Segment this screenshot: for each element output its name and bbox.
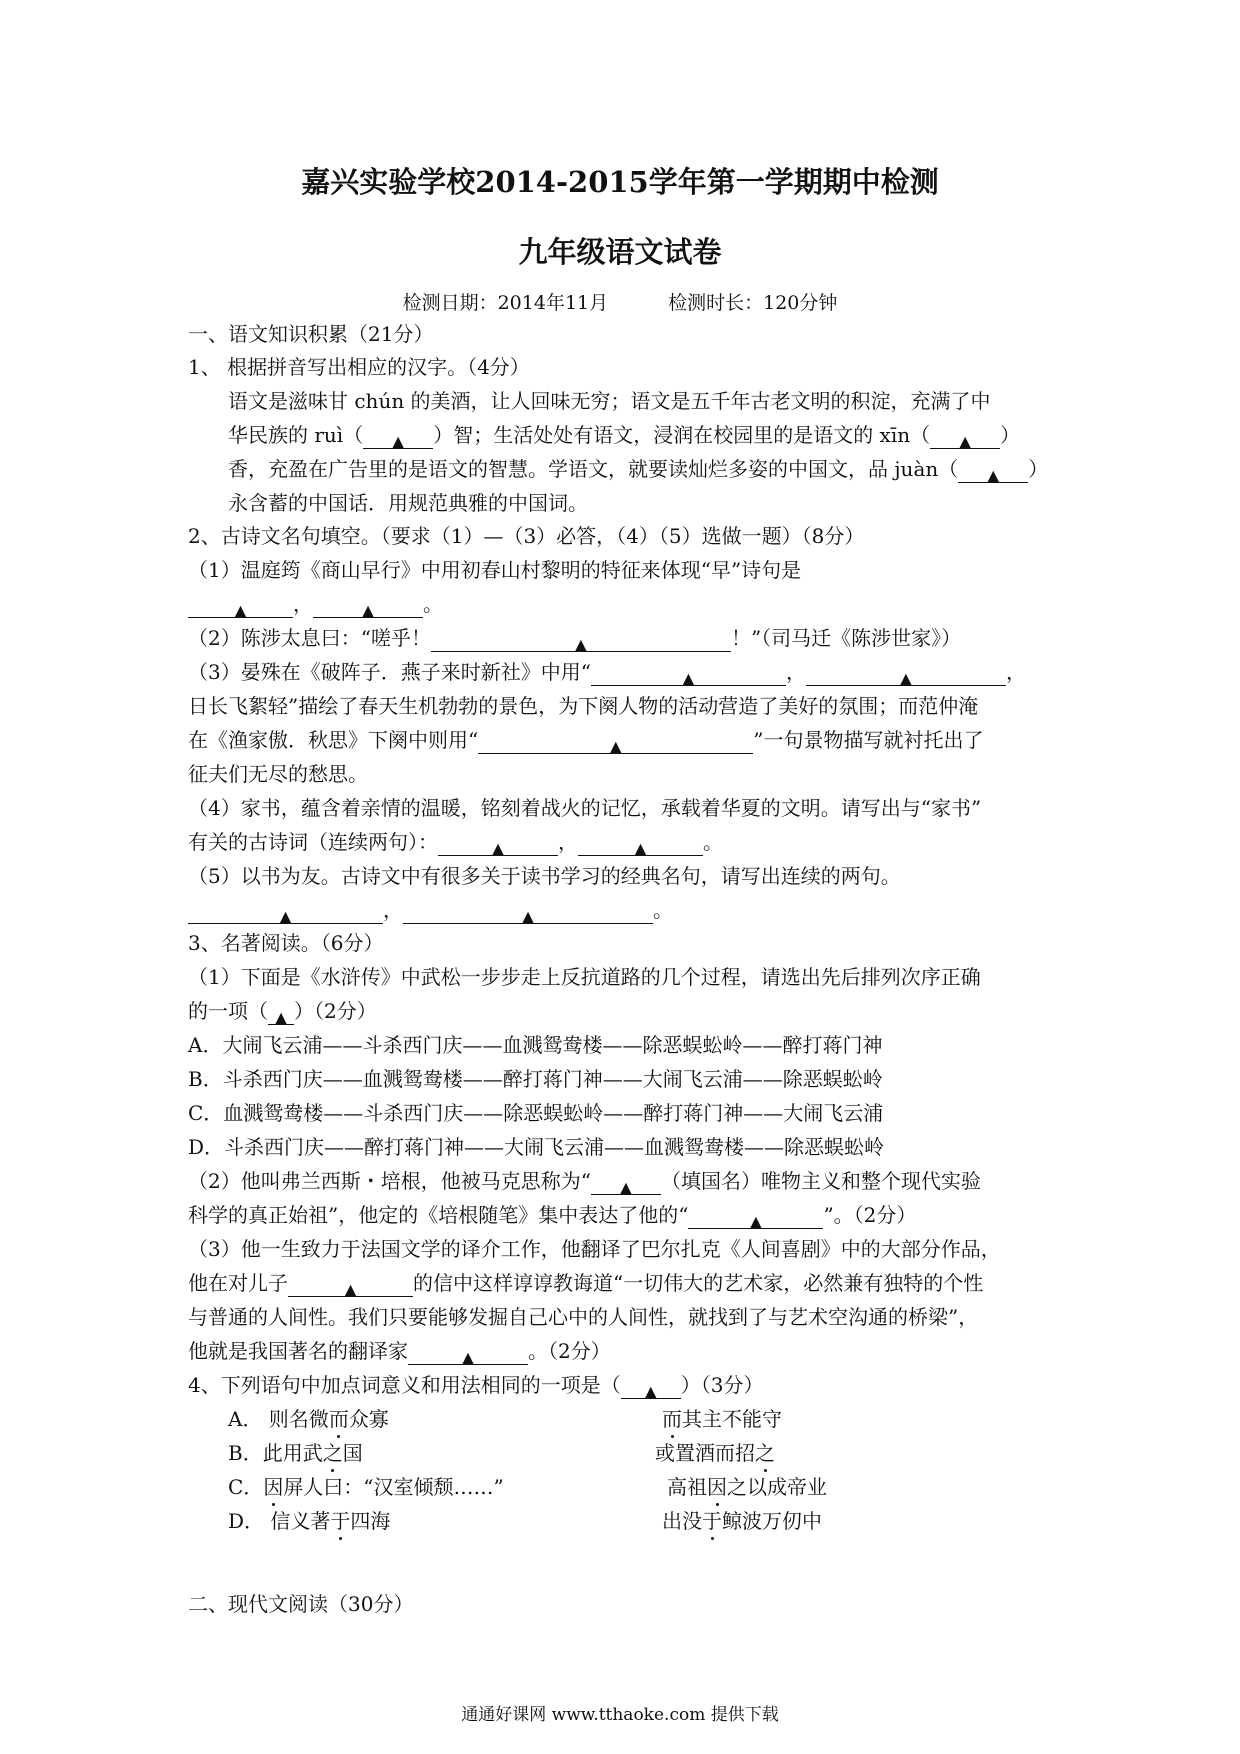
emphasis-dot-word: 因 — [263, 1475, 284, 1499]
q4-option-b-left: B．此用武之国 — [228, 1441, 363, 1465]
q3-p3-line-4: 他就是我国著名的翻译家 ▲ 。（2分） — [188, 1339, 611, 1367]
emphasis-dot-word: 于 — [330, 1509, 351, 1533]
q2-s3-line-1: （3）晏殊在《破阵子．燕子来时新社》中用“ ▲ ， ▲ ， — [188, 660, 1026, 688]
q2-s2: （2）陈涉太息曰：“嗟乎！ ▲ ！”（司马迁《陈涉世家》） — [188, 626, 962, 654]
q1-line-2: 华民族的 ruì（ ▲ ）智；生活处处有语文，浸润在校园里的是语文的 xīn（ ▲ ） — [228, 423, 1021, 451]
q2-s1-blank-2[interactable]: ▲ — [313, 593, 423, 618]
q1-blank-juan[interactable]: ▲ — [958, 458, 1028, 483]
exam-title: 嘉兴实验学校2014-2015学年第一学期期中检测 — [301, 165, 939, 199]
q2-s3-blank-1[interactable]: ▲ — [591, 661, 786, 686]
exam-subtitle: 九年级语文试卷 — [518, 235, 722, 269]
q2-heading: 2、古诗文名句填空。（要求（1）—（3）必答，（4）（5）选做一题）（8分） — [188, 524, 865, 548]
q4-option-c-right: 高祖因之以成帝业 — [667, 1475, 827, 1499]
emphasis-dot-word: 因 — [707, 1475, 727, 1499]
emphasis-dot-word: 于 — [702, 1509, 722, 1533]
q4-option-b-right: 或置酒而招之 — [655, 1441, 775, 1465]
q2-s4-blank-2[interactable]: ▲ — [578, 831, 703, 856]
q4-heading: 4、下列语句中加点词意义和用法相同的一项是（ ▲ ）（3分） — [188, 1373, 764, 1401]
q3-p3-blank-1[interactable]: ▲ — [288, 1272, 413, 1297]
q3-p2-blank-1[interactable]: ▲ — [591, 1170, 661, 1195]
q2-s3-line-2: 日长飞絮轻”描绘了春天生机勃勃的景色，为下阕人物的活动营造了美好的氛围；而范仲淹 — [188, 694, 979, 718]
q2-s5: （5）以书为友。古诗文中有很多关于读书学习的经典名句，请写出连续的两句。 — [188, 864, 901, 888]
q2-s3-line-4: 征夫们无尽的愁思。 — [188, 762, 368, 786]
q3-option-b: B．斗杀西门庆——血溅鸳鸯楼——醉打蒋门神——大闹飞云浦——除恶蜈蚣岭 — [188, 1067, 883, 1091]
q3-option-d: D．斗杀西门庆——醉打蒋门神——大闹飞云浦——血溅鸳鸯楼——除恶蜈蚣岭 — [188, 1135, 885, 1159]
section-1-heading: 一、语文知识积累（21分） — [188, 322, 434, 346]
q1-line-4: 永含蓄的中国话．用规范典雅的中国词。 — [228, 491, 588, 515]
q3-p3-line-3: 与普通的人间性。我们只要能够发掘自己心中的人间性，就找到了与艺术空沟通的桥梁”， — [188, 1305, 979, 1329]
page-footer: 通通好课网 www.tthaoke.com 提供下载 — [461, 1705, 779, 1725]
q4-option-c-left: C．因屏人曰：“汉室倾颓……” — [228, 1475, 504, 1499]
emphasis-dot-word: 而 — [662, 1407, 682, 1431]
q4-option-d-left: D． 信义著于四海 — [228, 1509, 391, 1533]
exam-duration: 检测时长：120分钟 — [668, 292, 838, 314]
q2-s1-blank-1[interactable]: ▲ — [188, 593, 293, 618]
q1-blank-xin[interactable]: ▲ — [930, 424, 1000, 449]
q2-s5-blank-1[interactable]: ▲ — [188, 899, 383, 924]
q3-p2-line-2: 科学的真正始祖”，他定的《培根随笔》集中表达了他的“ ▲ ”。（2分） — [188, 1203, 917, 1231]
emphasis-dot-word: 之 — [322, 1441, 343, 1465]
q2-s4-line-2: 有关的古诗词（连续两句）： ▲ ， ▲ 。 — [188, 830, 723, 858]
q4-blank[interactable]: ▲ — [621, 1374, 681, 1399]
q2-s3-blank-3[interactable]: ▲ — [478, 729, 753, 754]
q3-p1-blank[interactable]: ▲ — [268, 1000, 294, 1025]
exam-meta — [0, 288, 1240, 315]
q3-p2-blank-2[interactable]: ▲ — [688, 1204, 823, 1229]
q4-option-a-left: A． 则名微而众寡 — [228, 1407, 389, 1431]
q3-p2-line-1: （2）他叫弗兰西斯・培根，他被马克思称为“ ▲ （填国名）唯物主义和整个现代实验 — [188, 1169, 981, 1197]
emphasis-dot-word: 之 — [755, 1441, 775, 1465]
q3-heading: 3、名著阅读。（6分） — [188, 931, 384, 955]
q3-p1-line-1: （1）下面是《水浒传》中武松一步步走上反抗道路的几个过程，请选出先后排列次序正确 — [188, 965, 981, 989]
q2-s4-line-1: （4）家书，蕴含着亲情的温暖，铭刻着战火的记忆，承载着华夏的文明。请写出与“家书” — [188, 796, 982, 820]
q3-p3-blank-2[interactable]: ▲ — [408, 1340, 528, 1365]
exam-date: 检测日期：2014年11月 — [402, 292, 609, 314]
q2-s2-blank[interactable]: ▲ — [431, 627, 731, 652]
q1-line-1: 语文是滋味甘 chún 的美酒，让人回味无穷；语文是五千年古老文明的积淀，充满了中 — [228, 389, 991, 413]
q2-s5-answers: ▲ ， ▲ 。 — [188, 896, 673, 924]
q4-option-d-right: 出没于鲸波万仞中 — [662, 1509, 822, 1533]
q2-s4-blank-1[interactable]: ▲ — [438, 831, 558, 856]
emphasis-dot-word: 而 — [328, 1407, 349, 1431]
q3-option-a: A．大闹飞云浦——斗杀西门庆——血溅鸳鸯楼——除恶蜈蚣岭——醉打蒋门神 — [188, 1033, 883, 1057]
q3-option-c: C．血溅鸳鸯楼——斗杀西门庆——除恶蜈蚣岭——醉打蒋门神——大闹飞云浦 — [188, 1101, 884, 1125]
q3-p1-line-2: 的一项（ ▲ ）（2分） — [188, 999, 377, 1027]
q3-p3-line-2: 他在对儿子 ▲ 的信中这样谆谆教诲道“一切伟大的艺术家，必然兼有独特的个性 — [188, 1271, 984, 1299]
q2-s1: （1）温庭筠《商山早行》中用初春山村黎明的特征来体现“早”诗句是 — [188, 558, 802, 582]
q1-blank-rui[interactable]: ▲ — [363, 424, 433, 449]
q3-p3-line-1: （3）他一生致力于法国文学的译介工作，他翻译了巴尔扎克《人间喜剧》中的大部分作品， — [188, 1237, 1001, 1261]
q2-s5-blank-2[interactable]: ▲ — [403, 899, 653, 924]
q2-s1-answers: ▲ ， ▲ 。 — [188, 590, 443, 618]
q4-option-a-right: 而其主不能守 — [662, 1407, 782, 1431]
q2-s3-line-3: 在《渔家傲．秋思》下阕中则用“ ▲ ”一句景物描写就衬托出了 — [188, 728, 984, 756]
q1-heading: 1、 根据拼音写出相应的汉字。（4分） — [188, 355, 530, 379]
q1-line-3: 香，充盈在广告里的是语文的智慧。学语文，就要读灿烂多姿的中国文，品 juàn（ ▲ ） — [228, 457, 1049, 485]
section-2-heading: 二、现代文阅读（30分） — [188, 1592, 414, 1616]
q2-s3-blank-2[interactable]: ▲ — [806, 661, 1006, 686]
